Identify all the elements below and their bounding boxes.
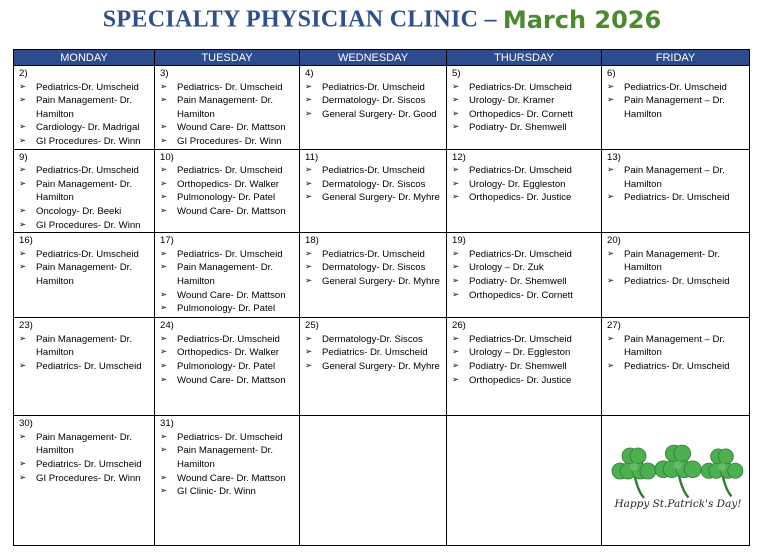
- appointment-list: [452, 248, 599, 302]
- st-patricks-decoration: [602, 416, 750, 546]
- weekday-header-row: [14, 50, 750, 66]
- day-number: 11): [305, 151, 319, 163]
- day-cell: [602, 318, 750, 416]
- day-number: 13): [607, 151, 621, 163]
- appointment-item: ➢ Pediatrics-Dr. Umscheid: [305, 248, 444, 262]
- day-number: 25): [305, 320, 319, 332]
- day-cell: [155, 66, 300, 150]
- weekday-header: MONDAY: [14, 50, 155, 66]
- day-cell: [14, 149, 155, 233]
- clinic-name: SPECIALTY PHYSICIAN CLINIC –: [102, 6, 497, 33]
- appointment-list: [452, 81, 599, 135]
- appointment-item: ➢ Oncology- Dr. Beeki: [19, 205, 152, 219]
- appointment-item: ➢ Wound Care- Dr. Mattson: [160, 374, 297, 388]
- day-cell: [447, 149, 602, 233]
- appointment-list: [19, 81, 152, 149]
- appointment-item: ➢ Orthopedics- Dr. Walker: [160, 178, 297, 192]
- appointment-item: ➢ Urology – Dr. Zuk: [452, 261, 599, 275]
- monthly-schedule-table: [13, 49, 750, 546]
- appointment-item: ➢ Dermatology- Dr. Siscos: [305, 94, 444, 108]
- appointment-item: ➢ Pediatrics-Dr. Umscheid: [19, 164, 152, 178]
- appointment-list: [160, 333, 297, 387]
- appointment-item: ➢ Wound Care- Dr. Mattson: [160, 121, 297, 135]
- appointment-item: ➢ Pediatrics- Dr. Umscheid: [160, 431, 297, 445]
- appointment-item: ➢ Pediatrics-Dr. Umscheid: [452, 81, 599, 95]
- appointment-item: ➢ Dermatology- Dr. Siscos: [305, 261, 444, 275]
- day-cell: [602, 66, 750, 150]
- appointment-item: ➢ Pain Management- Dr. Hamilton: [160, 444, 297, 471]
- appointment-item: ➢ Pain Management- Dr. Hamilton: [160, 94, 297, 121]
- day-cell: [300, 149, 447, 233]
- day-number: 9): [19, 151, 28, 163]
- week-row: [14, 318, 750, 416]
- day-number: 17): [160, 235, 174, 247]
- day-number: 27): [607, 320, 621, 332]
- appointment-item: ➢ Pediatrics-Dr. Umscheid: [19, 248, 152, 262]
- day-number: 6): [607, 68, 616, 79]
- appointment-list: [607, 333, 747, 374]
- day-cell: [300, 66, 447, 150]
- day-number: 10): [160, 151, 174, 163]
- appointment-item: ➢ Pediatrics-Dr. Umscheid: [607, 81, 747, 95]
- appointment-item: ➢ Pediatrics- Dr. Umscheid: [160, 248, 297, 262]
- appointment-item: ➢ General Surgery- Dr. Myhre: [305, 275, 444, 289]
- week-row: [14, 233, 750, 318]
- day-cell: [14, 318, 155, 416]
- appointment-list: [607, 248, 747, 289]
- appointment-item: ➢ Dermatology- Dr. Siscos: [305, 178, 444, 192]
- weekday-header: WEDNESDAY: [300, 50, 447, 66]
- appointment-item: ➢ Pediatrics- Dr. Umscheid: [607, 360, 747, 374]
- appointment-item: ➢ Dermatology-Dr. Siscos: [305, 333, 444, 347]
- appointment-item: ➢ GI Procedures- Dr. Winn: [160, 135, 297, 149]
- appointment-list: [607, 81, 747, 122]
- appointment-item: ➢ Pain Management- Dr. Hamilton: [19, 94, 152, 121]
- appointment-item: ➢ Pediatrics-Dr. Umscheid: [305, 164, 444, 178]
- appointment-list: [160, 431, 297, 499]
- day-cell: [155, 149, 300, 233]
- appointment-item: ➢ Urology- Dr. Kramer: [452, 94, 599, 108]
- week-row: [14, 66, 750, 150]
- appointment-item: ➢ Pain Management- Dr. Hamilton: [607, 248, 747, 275]
- appointment-list: [19, 431, 152, 485]
- appointment-item: ➢ Pain Management- Dr. Hamilton: [19, 178, 152, 205]
- appointment-list: [305, 333, 444, 374]
- appointment-list: [160, 248, 297, 316]
- week-row: [14, 416, 750, 546]
- month-label: March 2026: [502, 6, 662, 34]
- day-cell: [300, 233, 447, 318]
- appointment-item: ➢ Orthopedics- Dr. Justice: [452, 374, 599, 388]
- appointment-item: ➢ General Surgery- Dr. Myhre: [305, 360, 444, 374]
- appointment-item: ➢ Pediatrics- Dr. Umscheid: [160, 81, 297, 95]
- appointment-item: ➢ Orthopedics- Dr. Cornett: [452, 289, 599, 303]
- appointment-item: ➢ Wound Care- Dr. Mattson: [160, 289, 297, 303]
- day-number: 20): [607, 235, 621, 247]
- day-number: 24): [160, 320, 174, 332]
- appointment-item: ➢ Pediatrics- Dr. Umscheid: [607, 275, 747, 289]
- appointment-list: [160, 164, 297, 218]
- day-number: 19): [452, 235, 466, 247]
- day-number: 23): [19, 320, 33, 332]
- appointment-item: ➢ Pediatrics-Dr. Umscheid: [305, 81, 444, 95]
- appointment-list: [452, 164, 599, 205]
- appointment-item: ➢ Cardiology- Dr. Madrigal: [19, 121, 152, 135]
- appointment-item: ➢ GI Procedures- Dr. Winn: [19, 219, 152, 233]
- day-cell: [447, 416, 602, 546]
- appointment-item: ➢ Podiatry- Dr. Shemwell: [452, 360, 599, 374]
- day-number: 12): [452, 151, 466, 163]
- calendar-title: [0, 6, 764, 40]
- appointment-item: ➢ General Surgery- Dr. Good: [305, 108, 444, 122]
- day-cell: [155, 416, 300, 546]
- weekday-header: THURSDAY: [447, 50, 602, 66]
- appointment-list: [160, 81, 297, 149]
- shamrock-icons: [610, 444, 746, 524]
- day-number: 18): [305, 235, 319, 247]
- appointment-list: [305, 81, 444, 122]
- day-number: 2): [19, 68, 28, 79]
- appointment-list: [452, 333, 599, 387]
- day-cell: [602, 149, 750, 233]
- appointment-list: [305, 248, 444, 289]
- appointment-list: [305, 164, 444, 205]
- appointment-item: ➢ Pediatrics- Dr. Umscheid: [305, 346, 444, 360]
- appointment-item: ➢ Pain Management – Dr. Hamilton: [607, 164, 747, 191]
- appointment-item: ➢ Pediatrics- Dr. Umscheid: [19, 458, 152, 472]
- appointment-item: ➢ Pain Management- Dr. Hamilton: [19, 431, 152, 458]
- appointment-item: ➢ Podiatry- Dr. Shemwell: [452, 121, 599, 135]
- st-patricks-greeting: Happy St.Patrick's Day!: [614, 498, 742, 511]
- day-number: 26): [452, 320, 466, 332]
- appointment-list: [19, 248, 152, 289]
- appointment-item: ➢ Pulmonology- Dr. Patel: [160, 302, 297, 316]
- appointment-item: ➢ Pain Management- Dr. Hamilton: [19, 333, 152, 360]
- appointment-item: ➢ Pediatrics-Dr. Umscheid: [452, 248, 599, 262]
- day-cell: [447, 66, 602, 150]
- day-cell: [155, 318, 300, 416]
- appointment-item: ➢ Pediatrics- Dr. Umscheid: [160, 164, 297, 178]
- appointment-item: ➢ Pediatrics- Dr. Umscheid: [19, 360, 152, 374]
- appointment-item: ➢ GI Procedures- Dr. Winn: [19, 472, 152, 486]
- appointment-list: [19, 333, 152, 374]
- day-cell: [300, 318, 447, 416]
- week-row: [14, 149, 750, 233]
- appointment-item: ➢ GI Clinic- Dr. Winn: [160, 485, 297, 499]
- appointment-list: [19, 164, 152, 232]
- appointment-item: ➢ Orthopedics- Dr. Justice: [452, 191, 599, 205]
- appointment-item: ➢ Urology- Dr. Eggleston: [452, 178, 599, 192]
- appointment-item: ➢ Podiatry- Dr. Shemwell: [452, 275, 599, 289]
- appointment-item: ➢ Pain Management- Dr. Hamilton: [160, 261, 297, 288]
- day-number: 4): [305, 68, 314, 79]
- day-number: 16): [19, 235, 33, 247]
- day-cell: [300, 416, 447, 546]
- day-number: 30): [19, 418, 33, 430]
- day-number: 5): [452, 68, 461, 79]
- appointment-item: ➢ Pediatrics-Dr. Umscheid: [452, 164, 599, 178]
- day-cell: [14, 66, 155, 150]
- appointment-item: ➢ Wound Care- Dr. Mattson: [160, 205, 297, 219]
- appointment-item: ➢ Pulmonology- Dr. Patel: [160, 360, 297, 374]
- appointment-list: [607, 164, 747, 205]
- appointment-item: ➢ Pediatrics-Dr. Umscheid: [452, 333, 599, 347]
- appointment-item: ➢ Orthopedics- Dr. Cornett: [452, 108, 599, 122]
- appointment-item: ➢ Orthopedics- Dr. Walker: [160, 346, 297, 360]
- day-cell: [14, 416, 155, 546]
- appointment-item: ➢ Urology – Dr. Eggleston: [452, 346, 599, 360]
- day-cell: [155, 233, 300, 318]
- day-cell: [602, 233, 750, 318]
- appointment-item: ➢ Pulmonology- Dr. Patel: [160, 191, 297, 205]
- appointment-item: ➢ General Surgery- Dr. Myhre: [305, 191, 444, 205]
- weekday-header: TUESDAY: [155, 50, 300, 66]
- weekday-header: FRIDAY: [602, 50, 750, 66]
- appointment-item: ➢ Pain Management- Dr. Hamilton: [19, 261, 152, 288]
- appointment-item: ➢ Pediatrics- Dr. Umscheid: [607, 191, 747, 205]
- appointment-item: ➢ Pain Management – Dr. Hamilton: [607, 333, 747, 360]
- appointment-item: ➢ Pediatrics-Dr. Umscheid: [19, 81, 152, 95]
- day-number: 3): [160, 68, 169, 79]
- day-cell: [14, 233, 155, 318]
- day-number: 31): [160, 418, 174, 430]
- appointment-item: ➢ Pain Management – Dr. Hamilton: [607, 94, 747, 121]
- appointment-item: ➢ Wound Care- Dr. Mattson: [160, 472, 297, 486]
- day-cell: [447, 233, 602, 318]
- appointment-item: ➢ GI Procedures- Dr. Winn: [19, 135, 152, 149]
- appointment-item: ➢ Pediatrics-Dr. Umscheid: [160, 333, 297, 347]
- day-cell: [447, 318, 602, 416]
